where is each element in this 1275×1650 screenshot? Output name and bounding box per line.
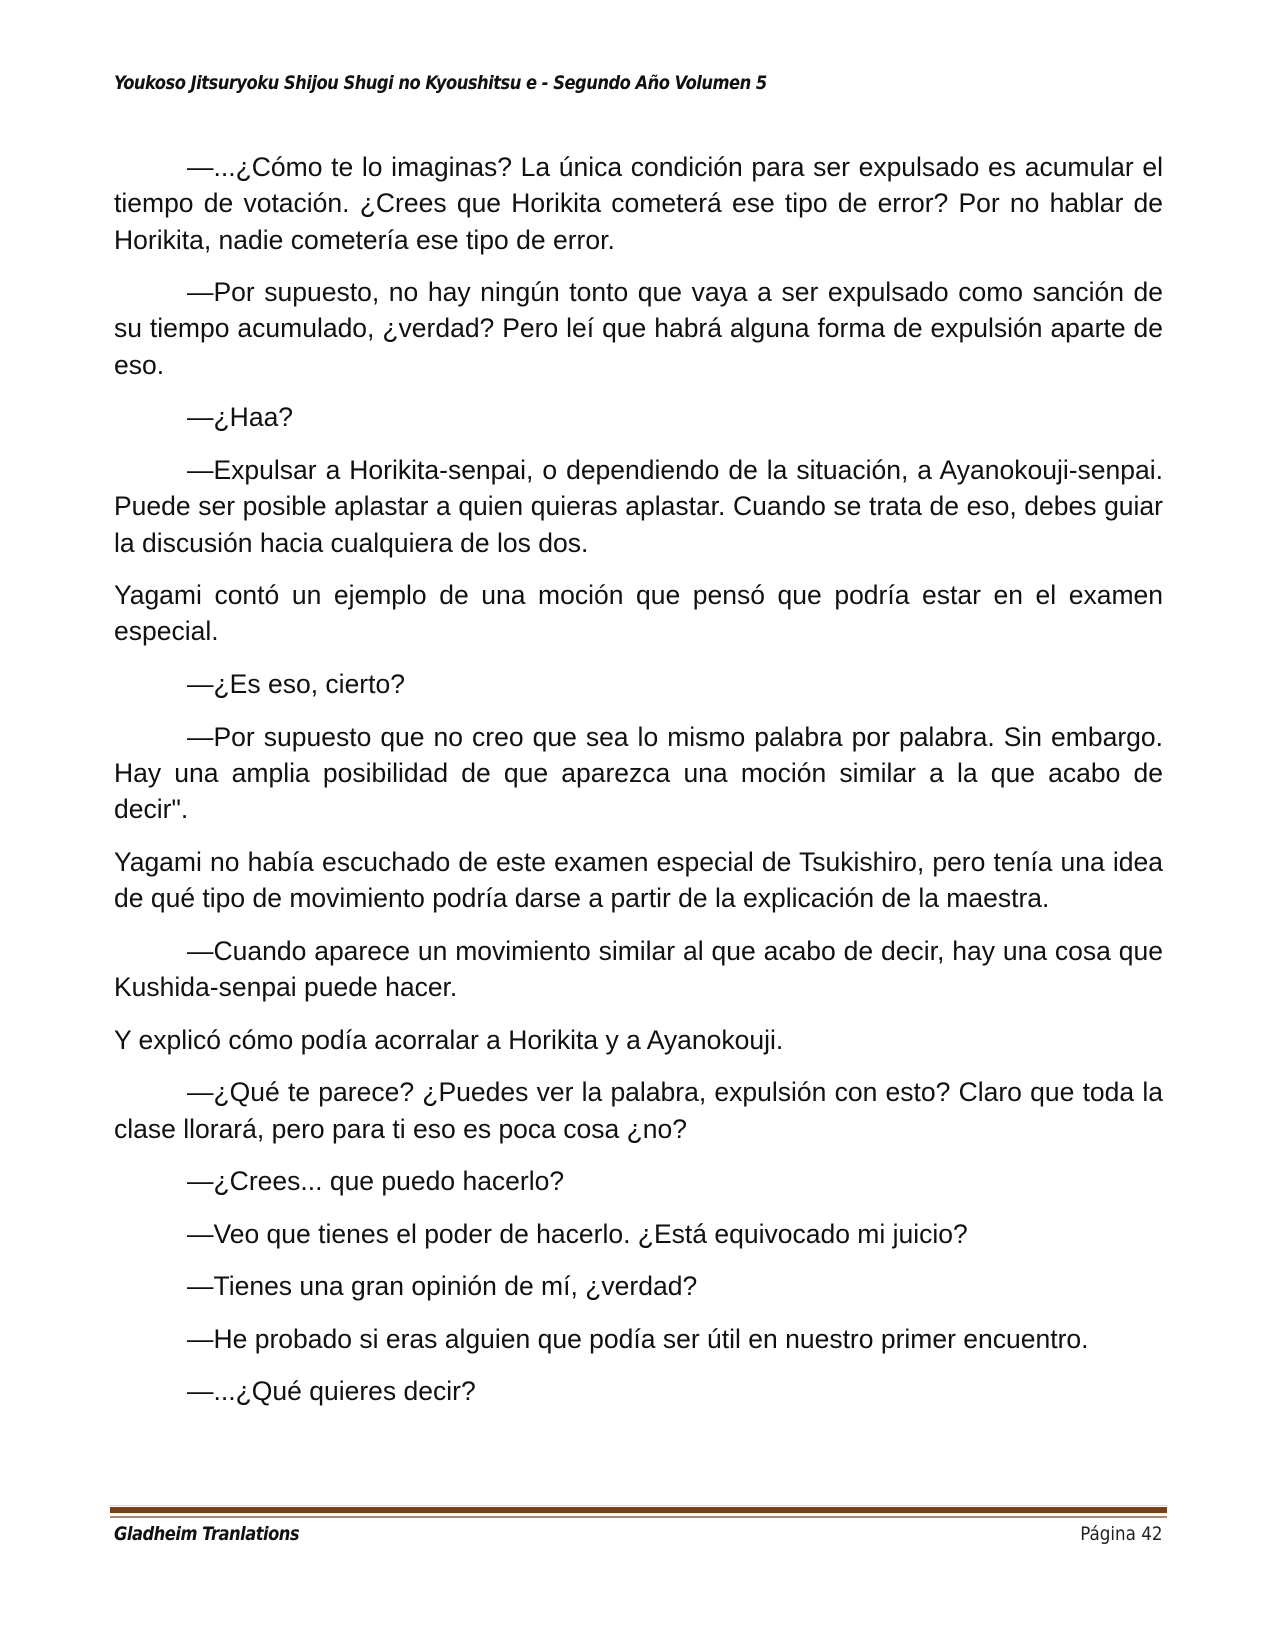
- page-label: Página: [1080, 1523, 1137, 1545]
- paragraph: —¿Qué te parece? ¿Puedes ver la palabra, expulsión con esto? Claro que toda la clase llorará, pero para ti eso es poca cosa ¿no?: [114, 1077, 1163, 1144]
- paragraph: —Veo que tienes el poder de hacerlo. ¿Está equivocado mi juicio?: [187, 1218, 968, 1249]
- paragraph: —¿Haa?: [187, 402, 294, 433]
- running-header: Youkoso Jitsuryoku Shijou Shugi no Kyoushitsu e - Segundo Año Volumen 5: [114, 72, 767, 94]
- footer-rule: [110, 1507, 1167, 1513]
- page-body: [114, 149, 1163, 1426]
- page-number: [1081, 1523, 1163, 1545]
- paragraph: —He probado si eras alguien que podía ser útil en nuestro primer encuentro.: [187, 1323, 1089, 1354]
- paragraph: —¿Es eso, cierto?: [187, 669, 405, 700]
- paragraph: —¿Crees... que puedo hacerlo?: [187, 1166, 565, 1197]
- footer-rule-thin: [110, 1516, 1167, 1518]
- paragraph: —...¿Qué quieres decir?: [187, 1376, 476, 1407]
- paragraph: —Por supuesto que no creo que sea lo mismo palabra por palabra. Sin embargo. Hay una amplia posibilidad de que aparezca una moción similar a la que acabo de decir".: [114, 721, 1163, 825]
- paragraph: Yagami no había escuchado de este examen especial de Tsukishiro, pero tenía una idea de qué tipo de movimiento podría darse a partir de la explicación de la maestra.: [114, 846, 1163, 914]
- paragraph: —Expulsar a Horikita-senpai, o dependiendo de la situación, a Ayanokouji-senpai. Puede ser posible aplastar a quien quieras aplastar. Cuando se trata de eso, debes guiar la discusión hacia cualquiera de los dos.: [114, 454, 1163, 558]
- paragraph: Yagami contó un ejemplo de una moción que pensó que podría estar en el examen especial.: [114, 580, 1163, 647]
- footer-rule-highlight: [110, 1505, 1167, 1506]
- paragraph: Y explicó cómo podía acorralar a Horikita y a Ayanokouji.: [114, 1024, 784, 1055]
- paragraph: —Por supuesto, no hay ningún tonto que vaya a ser expulsado como sanción de su tiempo acumulado, ¿verdad? Pero leí que habrá alguna forma de expulsión aparte de eso.: [114, 277, 1163, 380]
- paragraph: —Tienes una gran opinión de mí, ¿verdad?: [187, 1271, 698, 1302]
- paragraph: —...¿Cómo te lo imaginas? La única condición para ser expulsado es acumular el tiempo de votación. ¿Crees que Horikita cometerá ese tipo de error? Por no hablar de Horikita, nadie cometería ese tipo de error.: [114, 152, 1163, 255]
- page-number-value: 42: [1141, 1523, 1163, 1545]
- paragraph: —Cuando aparece un movimiento similar al que acabo de decir, hay una cosa que Kushida-senpai puede hacer.: [114, 935, 1163, 1003]
- footer-credit: Gladheim Tranlations: [114, 1523, 300, 1545]
